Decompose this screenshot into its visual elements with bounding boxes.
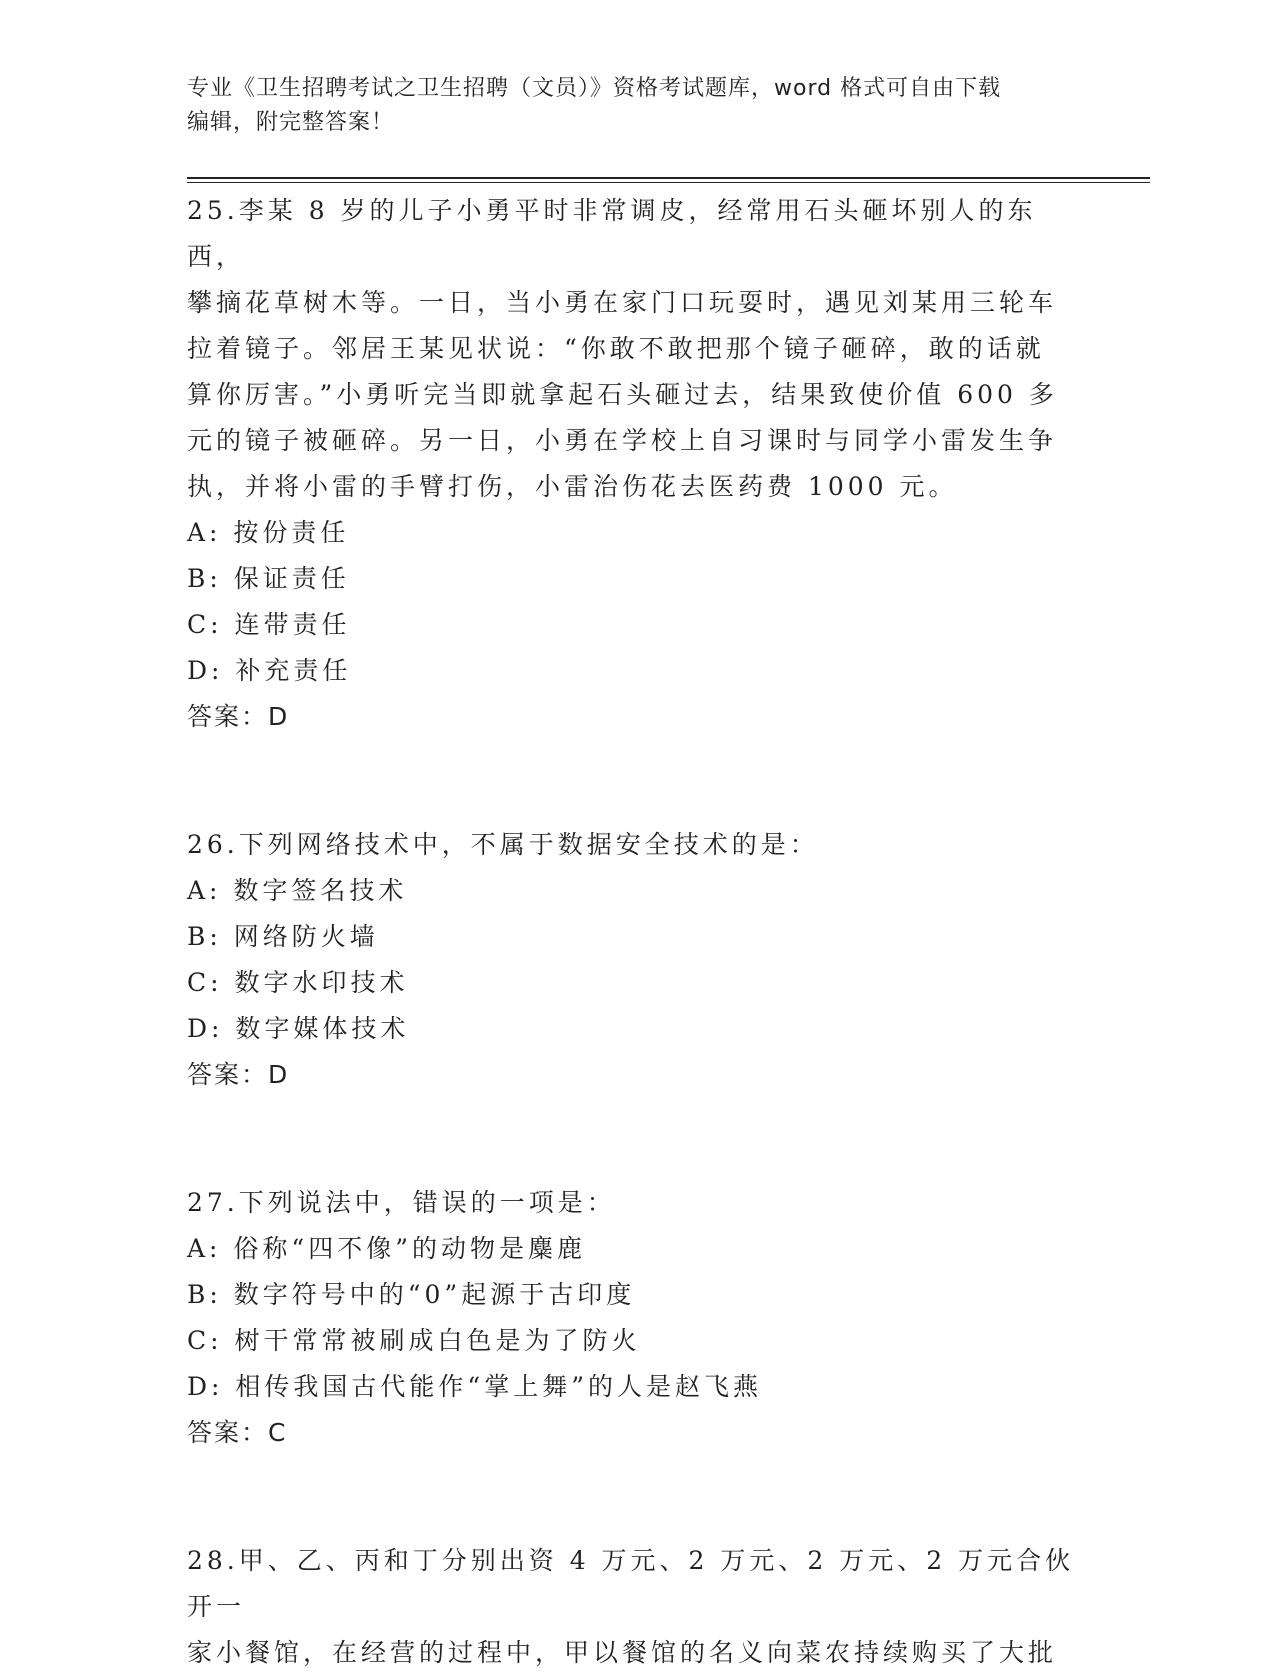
question-spacer bbox=[187, 1456, 1087, 1538]
answer-label: 答案：D bbox=[187, 1060, 290, 1089]
option-d: D: 补充责任 bbox=[187, 656, 352, 685]
question-stem-line: 家小餐馆，在经营的过程中，甲以餐馆的名义向菜农持续购买了大批 bbox=[187, 1638, 1058, 1667]
question-list bbox=[187, 188, 1087, 1676]
header-line-1: 专业《卫生招聘考试之卫生招聘（文员）》资格考试题库，word 格式可自由下载 bbox=[187, 76, 1002, 101]
question-stem-line: 26.下列网络技术中，不属于数据安全技术的是： bbox=[187, 830, 819, 859]
option-a: A: 俗称“四不像”的动物是麋鹿 bbox=[187, 1234, 586, 1263]
option-c: C: 连带责任 bbox=[187, 610, 351, 639]
question-stem-line: 攀摘花草树木等。一日，当小勇在家门口玩耍时，遇见刘某用三轮车 bbox=[187, 288, 1058, 317]
question-stem-line: 拉着镜子。邻居王某见状说：“你敢不敢把那个镜子砸碎，敢的话就 bbox=[187, 334, 1045, 363]
answer-label: 答案：D bbox=[187, 702, 290, 731]
option-b: B: 数字符号中的“0”起源于古印度 bbox=[187, 1280, 636, 1309]
question-stem-line: 27.下列说法中，错误的一项是： bbox=[187, 1188, 616, 1217]
option-d: D: 数字媒体技术 bbox=[187, 1014, 410, 1043]
option-b: B: 保证责任 bbox=[187, 564, 350, 593]
option-a: A: 按份责任 bbox=[187, 518, 350, 547]
question-26 bbox=[187, 822, 1087, 1098]
question-28 bbox=[187, 1538, 1087, 1676]
question-spacer bbox=[187, 1098, 1087, 1180]
question-27 bbox=[187, 1180, 1087, 1456]
option-d: D: 相传我国古代能作“掌上舞”的人是赵飞燕 bbox=[187, 1372, 762, 1401]
option-a: A: 数字签名技术 bbox=[187, 876, 408, 905]
option-c: C: 数字水印技术 bbox=[187, 968, 409, 997]
option-b: B: 网络防火墙 bbox=[187, 922, 379, 951]
header-divider-thin bbox=[187, 182, 1150, 183]
header-divider-thick bbox=[187, 177, 1150, 179]
header-line-2: 编辑，附完整答案！ bbox=[187, 110, 395, 135]
question-spacer bbox=[187, 740, 1087, 822]
option-c: C: 树干常常被刷成白色是为了防火 bbox=[187, 1326, 641, 1355]
document-header bbox=[187, 72, 1087, 140]
question-stem-line: 元的镜子被砸碎。另一日，小勇在学校上自习课时与同学小雷发生争 bbox=[187, 426, 1058, 455]
question-stem-line: 算你厉害。”小勇听完当即就拿起石头砸过去，结果致使价值 600 多 bbox=[187, 380, 1058, 409]
answer-label: 答案：C bbox=[187, 1418, 288, 1447]
question-stem-line: 执，并将小雷的手臂打伤，小雷治伤花去医药费 1000 元。 bbox=[187, 472, 958, 501]
question-stem-line: 28.甲、乙、丙和丁分别出资 4 万元、2 万元、2 万元、2 万元合伙开一 bbox=[187, 1546, 1075, 1621]
question-stem-line: 25.李某 8 岁的儿子小勇平时非常调皮，经常用石头砸坏别人的东西， bbox=[187, 196, 1037, 271]
question-25 bbox=[187, 188, 1087, 740]
